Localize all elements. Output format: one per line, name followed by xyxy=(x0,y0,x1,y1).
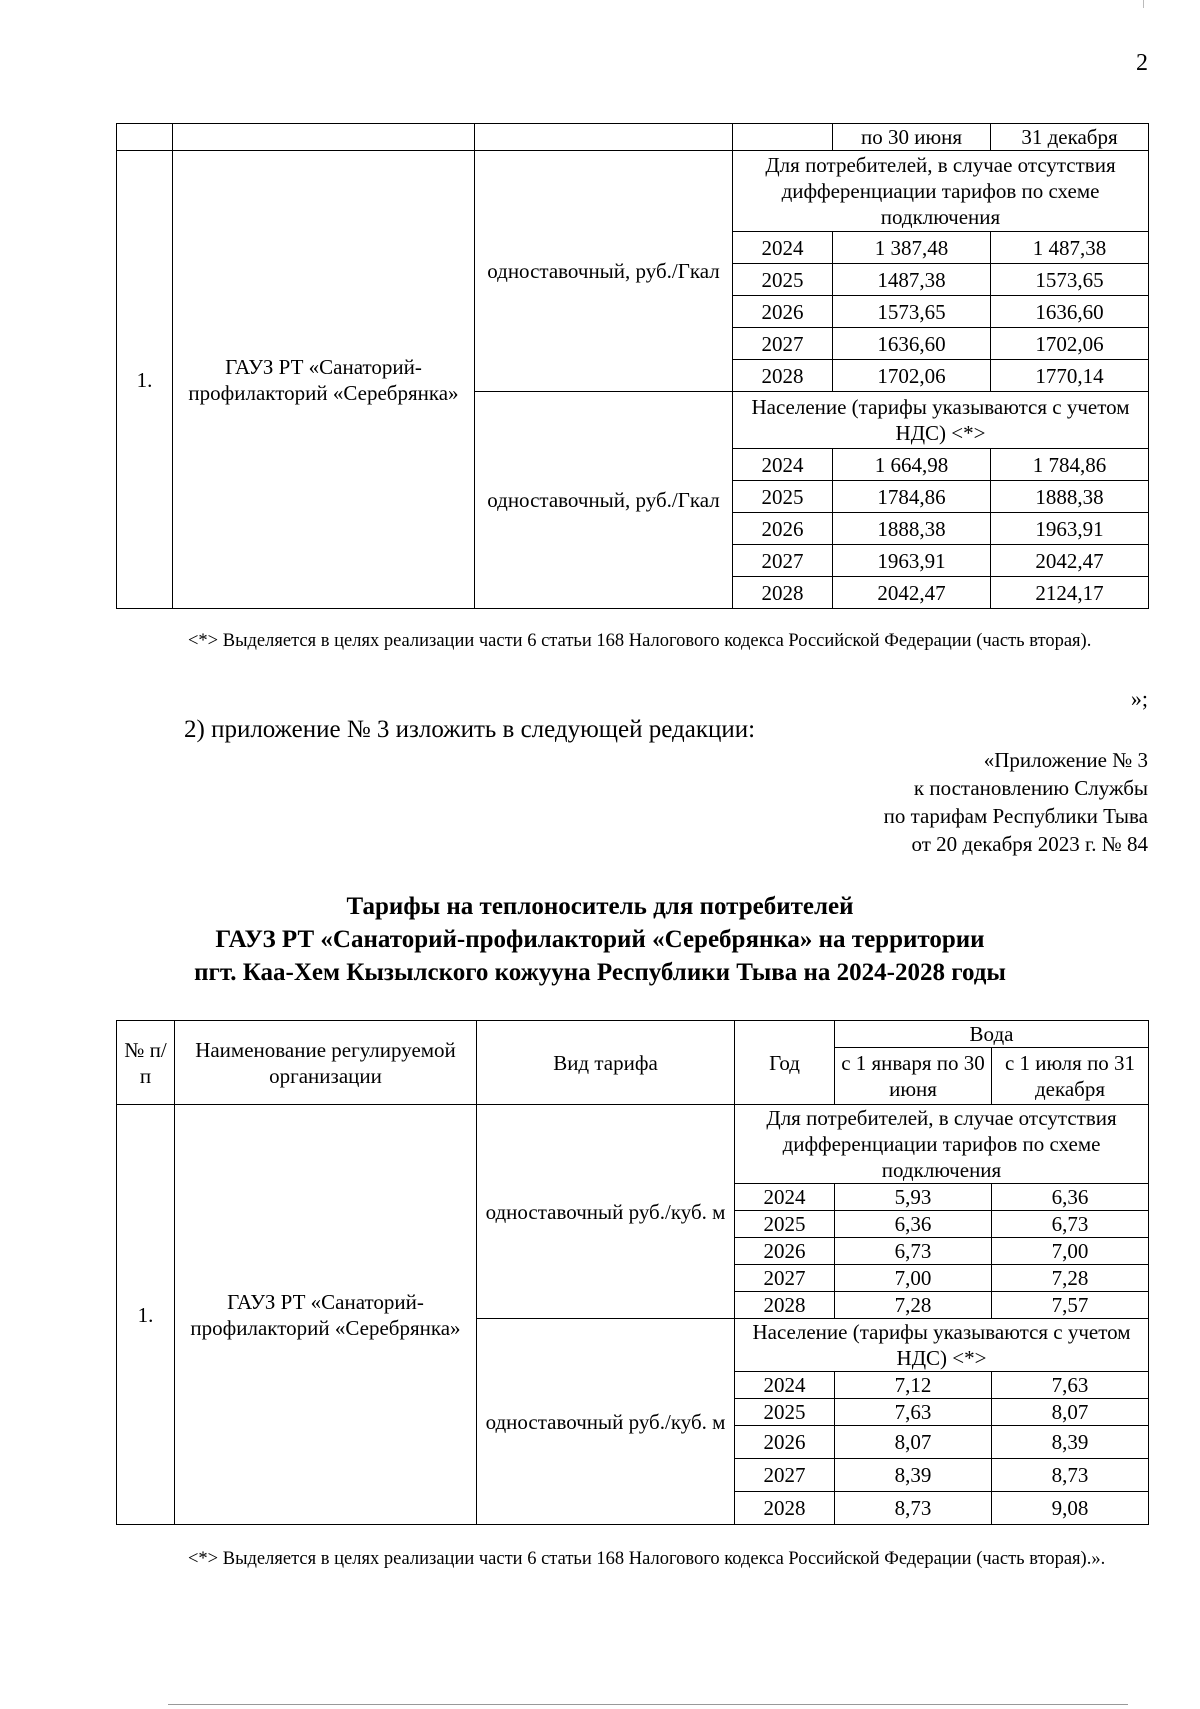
value-cell: 1 784,86 xyxy=(991,449,1149,481)
header-period1: с 1 января по 30 июня xyxy=(835,1048,992,1105)
year-cell: 2024 xyxy=(735,1372,835,1399)
tariff-type: одноставочный руб./куб. м xyxy=(477,1319,735,1525)
value-cell: 8,73 xyxy=(992,1459,1149,1492)
title-line: ГАУЗ РТ «Санаторий-профилакторий «Серебрянка» на территории xyxy=(215,926,985,953)
value-cell: 1963,91 xyxy=(991,513,1149,545)
header-cell-tariff xyxy=(475,124,733,151)
value-cell: 7,57 xyxy=(992,1292,1149,1319)
year-cell: 2026 xyxy=(733,296,833,328)
value-cell: 7,12 xyxy=(835,1372,992,1399)
appendix-line: от 20 декабря 2023 г. № 84 xyxy=(911,832,1148,856)
value-cell: 8,73 xyxy=(835,1492,992,1525)
year-cell: 2025 xyxy=(733,481,833,513)
header-cell-year xyxy=(733,124,833,151)
value-cell: 7,28 xyxy=(992,1265,1149,1292)
value-cell: 1636,60 xyxy=(833,328,991,360)
year-cell: 2027 xyxy=(735,1459,835,1492)
tariff-type: одноставочный, руб./Гкал xyxy=(475,392,733,609)
header-period2: с 1 июля по 31 декабря xyxy=(992,1048,1149,1105)
group-label: Для потребителей, в случае отсутствия дифференциации тарифов по схеме подключения xyxy=(735,1105,1149,1184)
row-number: 1. xyxy=(117,151,173,609)
document-title xyxy=(0,890,1200,989)
value-cell: 6,36 xyxy=(835,1211,992,1238)
appendix-reference xyxy=(884,746,1148,858)
value-cell: 2042,47 xyxy=(833,577,991,609)
group-label-row xyxy=(117,151,1149,232)
value-cell: 8,07 xyxy=(992,1399,1149,1426)
value-cell: 1 387,48 xyxy=(833,232,991,264)
value-cell: 8,39 xyxy=(835,1459,992,1492)
group-label: Население (тарифы указываются с учетом НДС) <*> xyxy=(733,392,1149,449)
value-cell: 7,63 xyxy=(835,1399,992,1426)
group-label: Население (тарифы указываются с учетом НДС) <*> xyxy=(735,1319,1149,1372)
tariff-type: одноставочный, руб./Гкал xyxy=(475,151,733,392)
value-cell: 1573,65 xyxy=(991,264,1149,296)
year-cell: 2025 xyxy=(735,1399,835,1426)
heat-tariff-table xyxy=(116,123,1149,609)
year-cell: 2028 xyxy=(733,360,833,392)
tariff-type: одноставочный руб./куб. м xyxy=(477,1105,735,1319)
group-label-row xyxy=(117,1105,1149,1184)
value-cell: 1702,06 xyxy=(991,328,1149,360)
header-year: Год xyxy=(735,1021,835,1105)
table-header-row xyxy=(117,124,1149,151)
organization-name: ГАУЗ РТ «Санаторий-профилакторий «Серебрянка» xyxy=(175,1105,477,1525)
value-cell: 8,07 xyxy=(835,1426,992,1459)
value-cell: 1784,86 xyxy=(833,481,991,513)
appendix-line: к постановлению Службы xyxy=(913,776,1148,800)
year-cell: 2028 xyxy=(735,1492,835,1525)
group-label: Для потребителей, в случае отсутствия дифференциации тарифов по схеме подключения xyxy=(733,151,1149,232)
amendment-item: 2) приложение № 3 изложить в следующей редакции: xyxy=(184,716,756,743)
header-org: Наименование регулируемой организации xyxy=(175,1021,477,1105)
header-period1: по 30 июня xyxy=(833,124,991,151)
value-cell: 1 664,98 xyxy=(833,449,991,481)
value-cell: 9,08 xyxy=(992,1492,1149,1525)
value-cell: 5,93 xyxy=(835,1184,992,1211)
value-cell: 1963,91 xyxy=(833,545,991,577)
header-cell-num xyxy=(117,124,173,151)
year-cell: 2024 xyxy=(733,449,833,481)
header-tariff-type: Вид тарифа xyxy=(477,1021,735,1105)
year-cell: 2026 xyxy=(735,1426,835,1459)
year-cell: 2027 xyxy=(733,328,833,360)
page-number: 2 xyxy=(1136,50,1148,76)
value-cell: 1888,38 xyxy=(991,481,1149,513)
value-cell: 6,36 xyxy=(992,1184,1149,1211)
value-cell: 1573,65 xyxy=(833,296,991,328)
header-period2: 31 декабря xyxy=(991,124,1149,151)
year-cell: 2027 xyxy=(735,1265,835,1292)
year-cell: 2026 xyxy=(735,1238,835,1265)
value-cell: 8,39 xyxy=(992,1426,1149,1459)
footnote: <*> Выделяется в целях реализации части 6 статьи 168 Налогового кодекса Российской Федерации (часть вторая). xyxy=(188,631,1092,651)
title-line: пгт. Каа-Хем Кызылского кожууна Республики Тыва на 2024-2028 годы xyxy=(194,959,1006,986)
appendix-line: по тарифам Республики Тыва xyxy=(883,804,1148,828)
value-cell: 7,28 xyxy=(835,1292,992,1319)
year-cell: 2027 xyxy=(733,545,833,577)
year-cell: 2028 xyxy=(733,577,833,609)
header-cell-org xyxy=(173,124,475,151)
bottom-rule xyxy=(168,1704,1128,1705)
value-cell: 7,00 xyxy=(992,1238,1149,1265)
year-cell: 2028 xyxy=(735,1292,835,1319)
value-cell: 1702,06 xyxy=(833,360,991,392)
title-line: Тарифы на теплоноситель для потребителей xyxy=(346,893,854,920)
footnote: <*> Выделяется в целях реализации части 6 статьи 168 Налогового кодекса Российской Федерации (часть вторая).». xyxy=(188,1549,1106,1569)
value-cell: 1636,60 xyxy=(991,296,1149,328)
value-cell: 7,63 xyxy=(992,1372,1149,1399)
year-cell: 2025 xyxy=(733,264,833,296)
year-cell: 2024 xyxy=(733,232,833,264)
value-cell: 6,73 xyxy=(992,1211,1149,1238)
year-cell: 2024 xyxy=(735,1184,835,1211)
value-cell: 2124,17 xyxy=(991,577,1149,609)
header-num: № п/п xyxy=(117,1021,175,1105)
header-water: Вода xyxy=(835,1021,1149,1048)
year-cell: 2026 xyxy=(733,513,833,545)
value-cell: 7,00 xyxy=(835,1265,992,1292)
value-cell: 1 487,38 xyxy=(991,232,1149,264)
value-cell: 6,73 xyxy=(835,1238,992,1265)
appendix-line: «Приложение № 3 xyxy=(983,748,1148,772)
year-cell: 2025 xyxy=(735,1211,835,1238)
value-cell: 1487,38 xyxy=(833,264,991,296)
coolant-tariff-table xyxy=(116,1020,1149,1525)
value-cell: 1770,14 xyxy=(991,360,1149,392)
edge-mark xyxy=(1143,0,1144,8)
closing-quote: »; xyxy=(1130,686,1148,711)
value-cell: 1888,38 xyxy=(833,513,991,545)
organization-name: ГАУЗ РТ «Санаторий-профилакторий «Серебрянка» xyxy=(173,151,475,609)
value-cell: 2042,47 xyxy=(991,545,1149,577)
table-header-row xyxy=(117,1021,1149,1048)
row-number: 1. xyxy=(117,1105,175,1525)
